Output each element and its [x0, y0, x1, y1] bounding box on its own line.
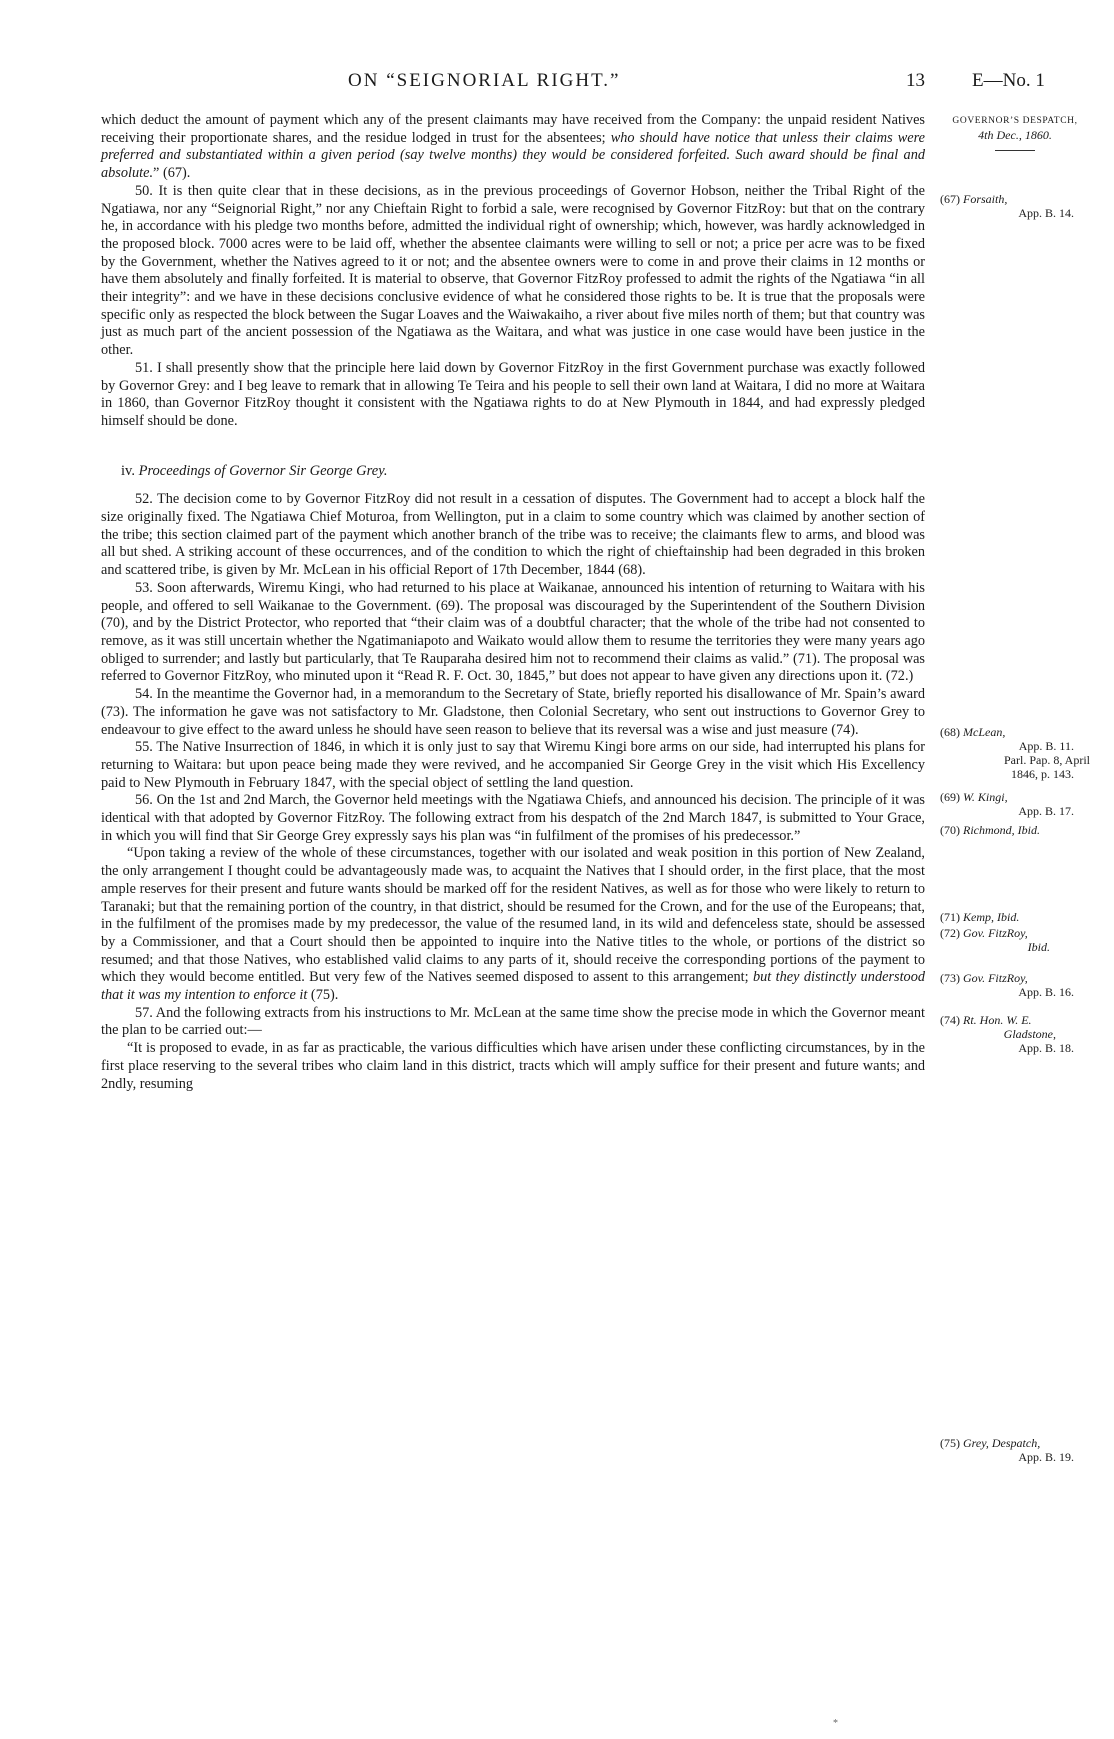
paragraph-55: 55. The Native Insurrection of 1846, in which it is only just to say that Wiremu Kingi bore arms on our side, had interrupted his plans for returning to Waitara: but upon peace being made they were revived, and he accompanied Sir George Grey in the visit which His Excellency paid to New Plymouth in February 1847, with the special object of settling the land question.: [101, 739, 925, 791]
spacer: [101, 431, 925, 445]
margin-note-73: [940, 971, 1090, 999]
note-name: Gov. FitzRoy,: [963, 926, 1028, 940]
note-name: Gov. FitzRoy,: [963, 971, 1028, 985]
paragraph-51: 51. I shall presently show that the principle here laid down by Governor FitzRoy in the first Government purchase was exactly followed by Governor Grey: and I beg leave to remark that in allowing Te Teira and his people to sell their own land at Waitara, I did no more at Waitara in 1860, than Governor FitzRoy thought it consistent with the Ngatiawa rights to do at New Plymouth in 1844, and had expressly pledged himself should be done.: [101, 359, 925, 429]
quotation-instructions: “It is proposed to evade, in as far as practicable, the various difficulties which have arisen under these conflicting circumstances, by in the first place reserving to the several tribes who claim land in this district, tracts which will amply suffice for their present and future wants; and 2ndly, resuming: [101, 1040, 925, 1092]
text-run: which deduct the amount of payment which any of the present claimants may have received from the Company: the unpaid resident Natives receiving their proportionate shares, and the residue lodged in trust for the absentees;: [101, 112, 925, 146]
note-ref: App. B. 19.: [1018, 1450, 1074, 1464]
document-reference: E—No. 1: [972, 70, 1045, 91]
note-number: (74): [940, 1013, 960, 1027]
running-title: ON “SEIGNORIAL RIGHT.”: [348, 70, 621, 91]
margin-note-line: [940, 823, 1090, 837]
print-mark: *: [833, 1718, 838, 1729]
paragraph-52: 52. The decision come to by Governor FitzRoy did not result in a cessation of disputes. The Government had to accept a block half the size originally fixed. The Ngatiawa Chief Moturoa, from Wellington, put in a claim to some country which was claimed by another section of the tribe; this section claimed part of the payment which another branch of the tribe was to receive; the claimants flew to arms, and blood was all but shed. A striking account of these occurrences, and of the condition to which the right of chieftainship had been degraded in this broken and scattered tribe, is given by Mr. McLean in his official Report of 17th December, 1844 (68).: [101, 491, 925, 579]
margin-note-line: [940, 790, 1090, 804]
page-number: 13: [906, 70, 925, 91]
margin-note-line: [940, 1013, 1090, 1027]
note-name: Richmond, Ibid.: [963, 823, 1040, 837]
section-title: Proceedings of Governor Sir George Grey.: [138, 462, 388, 479]
margin-note-71: [940, 910, 1090, 924]
note-name: W. Kingi,: [963, 790, 1008, 804]
note-number: (71): [940, 910, 960, 924]
margin-note-line: [940, 192, 1090, 206]
note-ref: App. B. 17.: [1018, 804, 1074, 818]
section-heading: [121, 463, 925, 481]
divider: [995, 150, 1035, 151]
note-name: Kemp, Ibid.: [963, 910, 1020, 924]
section-numeral: iv.: [121, 462, 135, 479]
text-run: “Upon taking a review of the whole of these circumstances, together with our isolated and weak position in this portion of New Zealand, the only arrangement I thought could be advantageously made was, to acquaint the Natives that I should order, in the first place, that the most ample reserves for their present and future wants should be marked off for the resident Natives, as well as for those who were likely to return to Taranaki; but that the remaining portion of the country, in that district, should be resumed for the Crown, and for the use of the Europeans; that, in the fulfilment of the promises made by my predecessor, the value of the resumed land, in its wild and defenceless state, should be assessed by a Commissioner, and that a Court should then be appointed to inquire into the Native titles to the whole, or portions of the district so resumed; and that those Natives, who established valid claims to any parts of it, should receive the corresponding portions of the payment to which they would become entitled. But very few of the Natives seemed disposed to assent to this arrangement;: [101, 845, 925, 986]
note-name: Rt. Hon. W. E.: [963, 1013, 1032, 1027]
margin-note-68: [940, 725, 1090, 781]
note-number: (68): [940, 725, 960, 739]
note-name: Forsaith,: [963, 192, 1008, 206]
note-number: (69): [940, 790, 960, 804]
margin-note-line: [940, 971, 1090, 985]
margin-note-line: [940, 910, 1090, 924]
margin-note-75: [940, 1436, 1090, 1464]
note-ref: App. B. 16.: [1018, 985, 1074, 999]
paragraph-53: 53. Soon afterwards, Wiremu Kingi, who had returned to his place at Waikanae, announced his intention of returning to Waitara with his people, and offered to sell Waikanae to the Government. (69). The proposal was discouraged by the Superintendent of the Southern Division (70), and by the District Protector, who reported that “their claim was of a doubtful character; that the whole of the tribe had not consented to remove, as it was still uncertain whether the Ngatimaniapoto and Waikato would allow them to resume the territories they were many years ago obliged to surrender; and lastly but particularly, that Te Rauparaha desired him not to recommend their claims as valid.” (71). The proposal was referred to Governor FitzRoy, who minuted upon it “Read R. F. Oct. 30, 1845,” but does not appear to have given any directions upon it. (72.): [101, 579, 925, 685]
note-name: Grey, Despatch,: [963, 1436, 1041, 1450]
quotation-despatch: [101, 845, 925, 1004]
margin-note-70: [940, 823, 1090, 837]
text-run: (75).: [307, 987, 339, 1004]
italic-run: who should have notice that unless their claims were preferred and substantiated within a given period (say twelve months) they would be considered forfeited. Such award should be final and absolute.: [101, 129, 925, 182]
note-number: (73): [940, 971, 960, 985]
paragraph-56: 56. On the 1st and 2nd March, the Governor held meetings with the Ngatiawa Chiefs, and announced his decision. The principle of it was identical with that adopted by Governor FitzRoy. The following extract from his despatch of the 2nd March 1847, is submitted to Your Grace, in which you will find that Sir George Grey expressly says his plan was “in fulfilment of the promises of his predecessor.”: [101, 792, 925, 844]
margin-note-72: [940, 926, 1090, 954]
paragraph-57: 57. And the following extracts from his instructions to Mr. McLean at the same time show the precise mode in which the Governor meant the plan to be carried out:—: [101, 1004, 925, 1039]
margin-note-line: [940, 926, 1090, 940]
note-ref: 1846, p. 143.: [1011, 767, 1074, 781]
note-number: (70): [940, 823, 960, 837]
note-number: (67): [940, 192, 960, 206]
note-ref: App. B. 14.: [1018, 206, 1074, 220]
note-name-continued: Gladstone,: [1003, 1027, 1056, 1041]
note-number: (72): [940, 926, 960, 940]
margin-label: GOVERNOR’S DESPATCH,: [952, 116, 1078, 126]
paragraph-54: 54. In the meantime the Governor had, in a memorandum to the Secretary of State, briefly reported his disallowance of Mr. Spain’s award (73). The information he gave was not satisfactory to Mr. Gladstone, then Colonial Secretary, who sent out instructions to Governor Grey to endeavour to give effect to the award unless he should have seen reason to believe that its reversal was a wise and just measure (74).: [101, 686, 925, 738]
paragraph-50: 50. It is then quite clear that in these decisions, as in the previous proceedings of Governor Hobson, neither the Tribal Right of the Ngatiawa, nor any “Seignorial Right,” nor any Chieftain Right to forbid a sale, were recognised by Governor FitzRoy: but that on the contrary he, in accordance with his pledge two months before, admitted the individual right of ownership; which, however, was hardly acknowledged in the proposed block. 7000 acres were to be laid off, whether the absentee claimants were willing to sell or not; a price per acre was to be fixed by the Government, whether the Natives agreed to it or not; and the absentee owners were to come in and prove their claims in 12 months or have them absolutely and finally forfeited. It is material to observe, that Governor FitzRoy professed to admit the rights of the Ngatiawa “in all their integrity”: and we have in these decisions conclusive evidence of what he considered those rights to be. It is true that the proposals were specific only as respected the block between the Sugar Loaves and the Waiwakaiho, a river about five miles north of them; but that country was just as much part of the ancient possession of the Ngatiawa as the Waitara, and what was justice in one case would have been justice in the other.: [101, 182, 925, 359]
margin-note-74: [940, 1013, 1090, 1055]
note-ref: Ibid.: [1027, 940, 1050, 954]
margin-note-67: [940, 192, 1090, 220]
margin-date: 4th Dec., 1860.: [978, 128, 1052, 142]
note-ref: App. B. 18.: [1018, 1041, 1074, 1055]
margin-note-69: [940, 790, 1090, 818]
margin-note-despatch: [940, 114, 1090, 151]
margin-note-line: [940, 725, 1090, 739]
text-run: ” (67).: [153, 165, 191, 182]
paragraph-continued: [101, 112, 925, 183]
main-text-column: [101, 112, 925, 1093]
italic-run: but they distinctly understood that it was my intention to enforce it: [101, 969, 925, 1004]
margin-note-line: [940, 1436, 1090, 1450]
note-ref: Parl. Pap. 8, April: [1004, 753, 1090, 767]
note-name: McLean,: [963, 725, 1006, 739]
note-ref: App. B. 11.: [1018, 739, 1074, 753]
note-number: (75): [940, 1436, 960, 1450]
page-header: [0, 70, 1114, 100]
